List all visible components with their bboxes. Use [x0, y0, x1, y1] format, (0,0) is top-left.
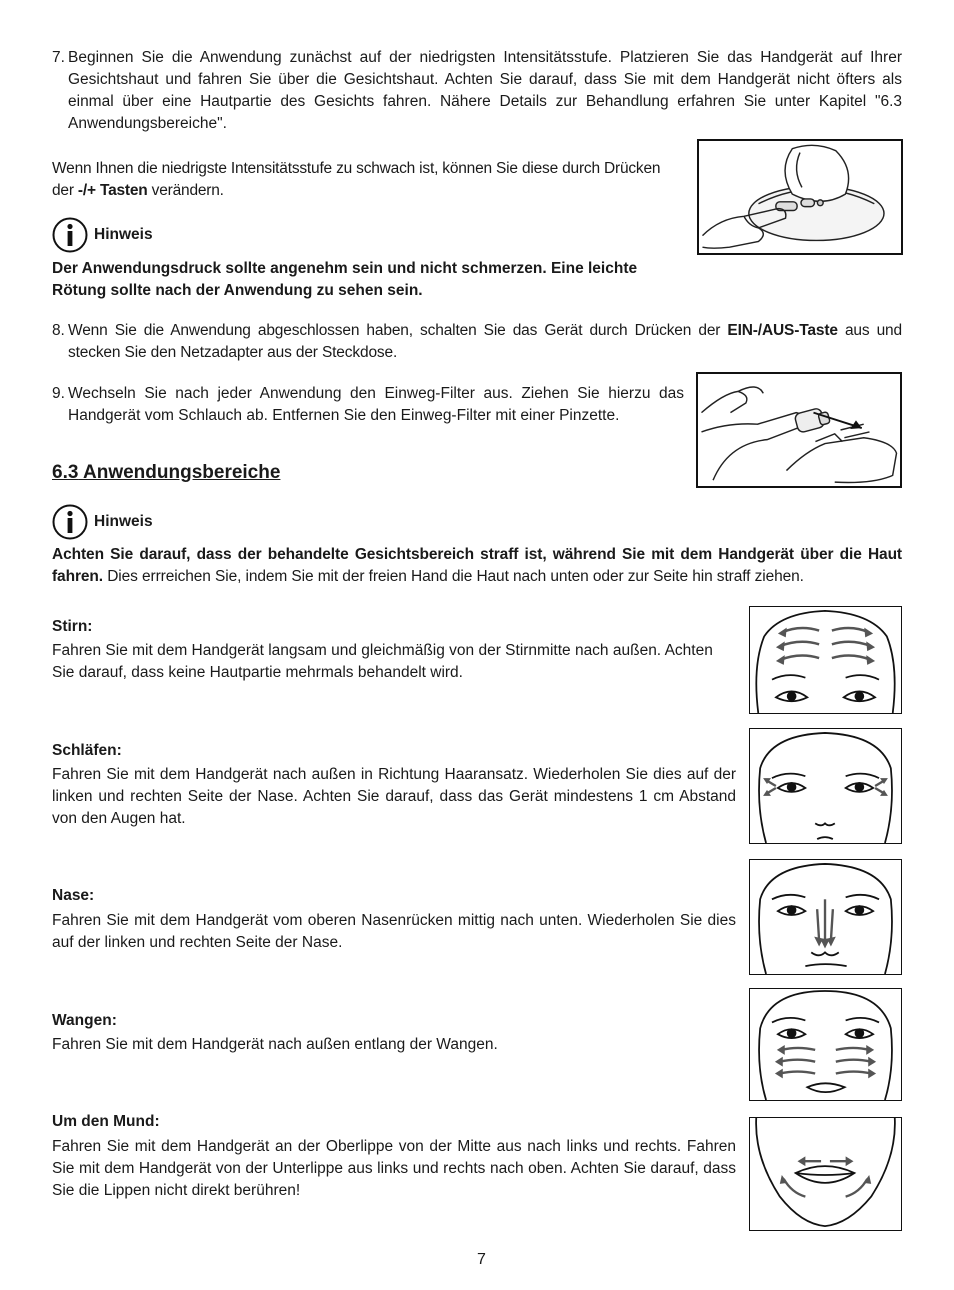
step-number: 7. [52, 49, 65, 66]
hint-label: Hinweis [94, 513, 153, 530]
step-7 [52, 47, 902, 135]
mouth-figure [749, 1117, 902, 1231]
info-icon [52, 217, 88, 253]
step-number: 9. [52, 385, 65, 402]
area-heading-temples: Schläfen: [52, 742, 122, 759]
area-text-nose: Fahren Sie mit dem Handgerät vom oberen Nasenrücken mittig nach unten. Wiederholen Sie dies auf der linken und rechten Seite der Nase. [52, 912, 736, 951]
hint-label: Hinweis [94, 226, 153, 243]
hand-pressing-button-illustration [699, 141, 901, 253]
cheeks-figure [749, 988, 902, 1101]
step-number: 8. [52, 322, 65, 339]
hint-2-text: Achten Sie darauf, dass der behandelte Gesichtsbereich straff ist, während Sie mit dem Handgerät über die Haut fahren. Dies errreichen Sie, indem Sie mit der freien Hand die Haut nach unten oder zur Seite hin straff ziehen. [52, 546, 902, 585]
area-text-temples: Fahren Sie mit dem Handgerät nach außen in Richtung Haaransatz. Wiederholen Sie dies auf der linken und rechten Seite der Nase. Achten Sie darauf, dass das Gerät mindestens 1 cm Abstand von den Augen hat. [52, 766, 736, 827]
area-heading-forehead: Stirn: [52, 618, 93, 635]
keys-label: -/+ Tasten [77, 182, 148, 199]
hint-box-1 [52, 217, 153, 253]
area-text-mouth: Fahren Sie mit dem Handgerät an der Oberlippe von der Mitte aus nach links und rechts. Fahren Sie mit dem Handgerät von der Unterlippe aus links und rechts nach oben. Achten Sie darauf, dass Sie die Lippen nicht direkt berühren! [52, 1138, 736, 1199]
area-heading-nose: Nase: [52, 887, 95, 904]
section-title [52, 462, 280, 484]
section-number: 6.3 [52, 462, 79, 483]
step-8: 8. Wenn Sie die Anwendung abgeschlossen haben, schalten Sie das Gerät durch Drücken der EIN-/AUS-Taste aus und stecken Sie den Netzadapter aus der Steckdose. [52, 322, 902, 361]
area-text-forehead: Fahren Sie mit dem Handgerät langsam und gleichmäßig von der Stirnmitte nach außen. Achten Sie darauf, dass keine Hautpartie mehrmals behandelt wird. [52, 642, 713, 681]
tweezers-filter-illustration [698, 374, 900, 486]
page-number: 7 [477, 1251, 486, 1268]
temples-figure [749, 728, 902, 844]
step-9 [52, 383, 684, 427]
info-icon [52, 504, 88, 540]
face-nose-arrows-illustration [750, 860, 901, 974]
face-forehead-arrows-illustration [750, 607, 901, 713]
step-text: Beginnen Sie die Anwendung zunächst auf der niedrigsten Intensitätsstufe. Platzieren Sie das Handgerät auf Ihrer Gesichtshaut und fahren Sie über die Gesichtshaut. Achten Sie darauf, dass Sie mit dem Handgerät nicht öfters als einmal über eine Hautpartie des Gesichts fahren. Nähere Details zur Behandlung erfahren Sie unter Kapitel "6.3 Anwendungsbereiche". [68, 49, 902, 132]
nose-figure [749, 859, 902, 975]
hint-box-2 [52, 504, 153, 540]
power-button-label: EIN-/AUS-Taste [727, 322, 838, 339]
device-buttons-figure [697, 139, 903, 255]
face-mouth-arrows-illustration [750, 1118, 901, 1230]
area-heading-cheeks: Wangen: [52, 1012, 117, 1029]
face-temples-arrows-illustration [750, 729, 901, 843]
face-cheeks-arrows-illustration [750, 989, 901, 1100]
area-text-cheeks: Fahren Sie mit dem Handgerät nach außen entlang der Wangen. [52, 1036, 498, 1053]
filter-removal-figure [696, 372, 902, 488]
forehead-figure [749, 606, 902, 714]
section-heading: Anwendungsbereiche [78, 462, 281, 483]
hint-1-text: Der Anwendungsdruck sollte angenehm sein und nicht schmerzen. Eine leichte Rötung sollte nach der Anwendung zu sehen sein. [52, 260, 638, 299]
intensity-paragraph: Wenn Ihnen die niedrigste Intensitätsstufe zu schwach ist, können Sie diese durch Drücken der -/+ Tasten verändern. [52, 160, 661, 199]
area-heading-mouth: Um den Mund: [52, 1113, 160, 1130]
step-text: Wechseln Sie nach jeder Anwendung den Einweg-Filter aus. Ziehen Sie hierzu das Handgerät vom Schlauch ab. Entfernen Sie den Einweg-Filter mit einer Pinzette. [68, 385, 684, 424]
